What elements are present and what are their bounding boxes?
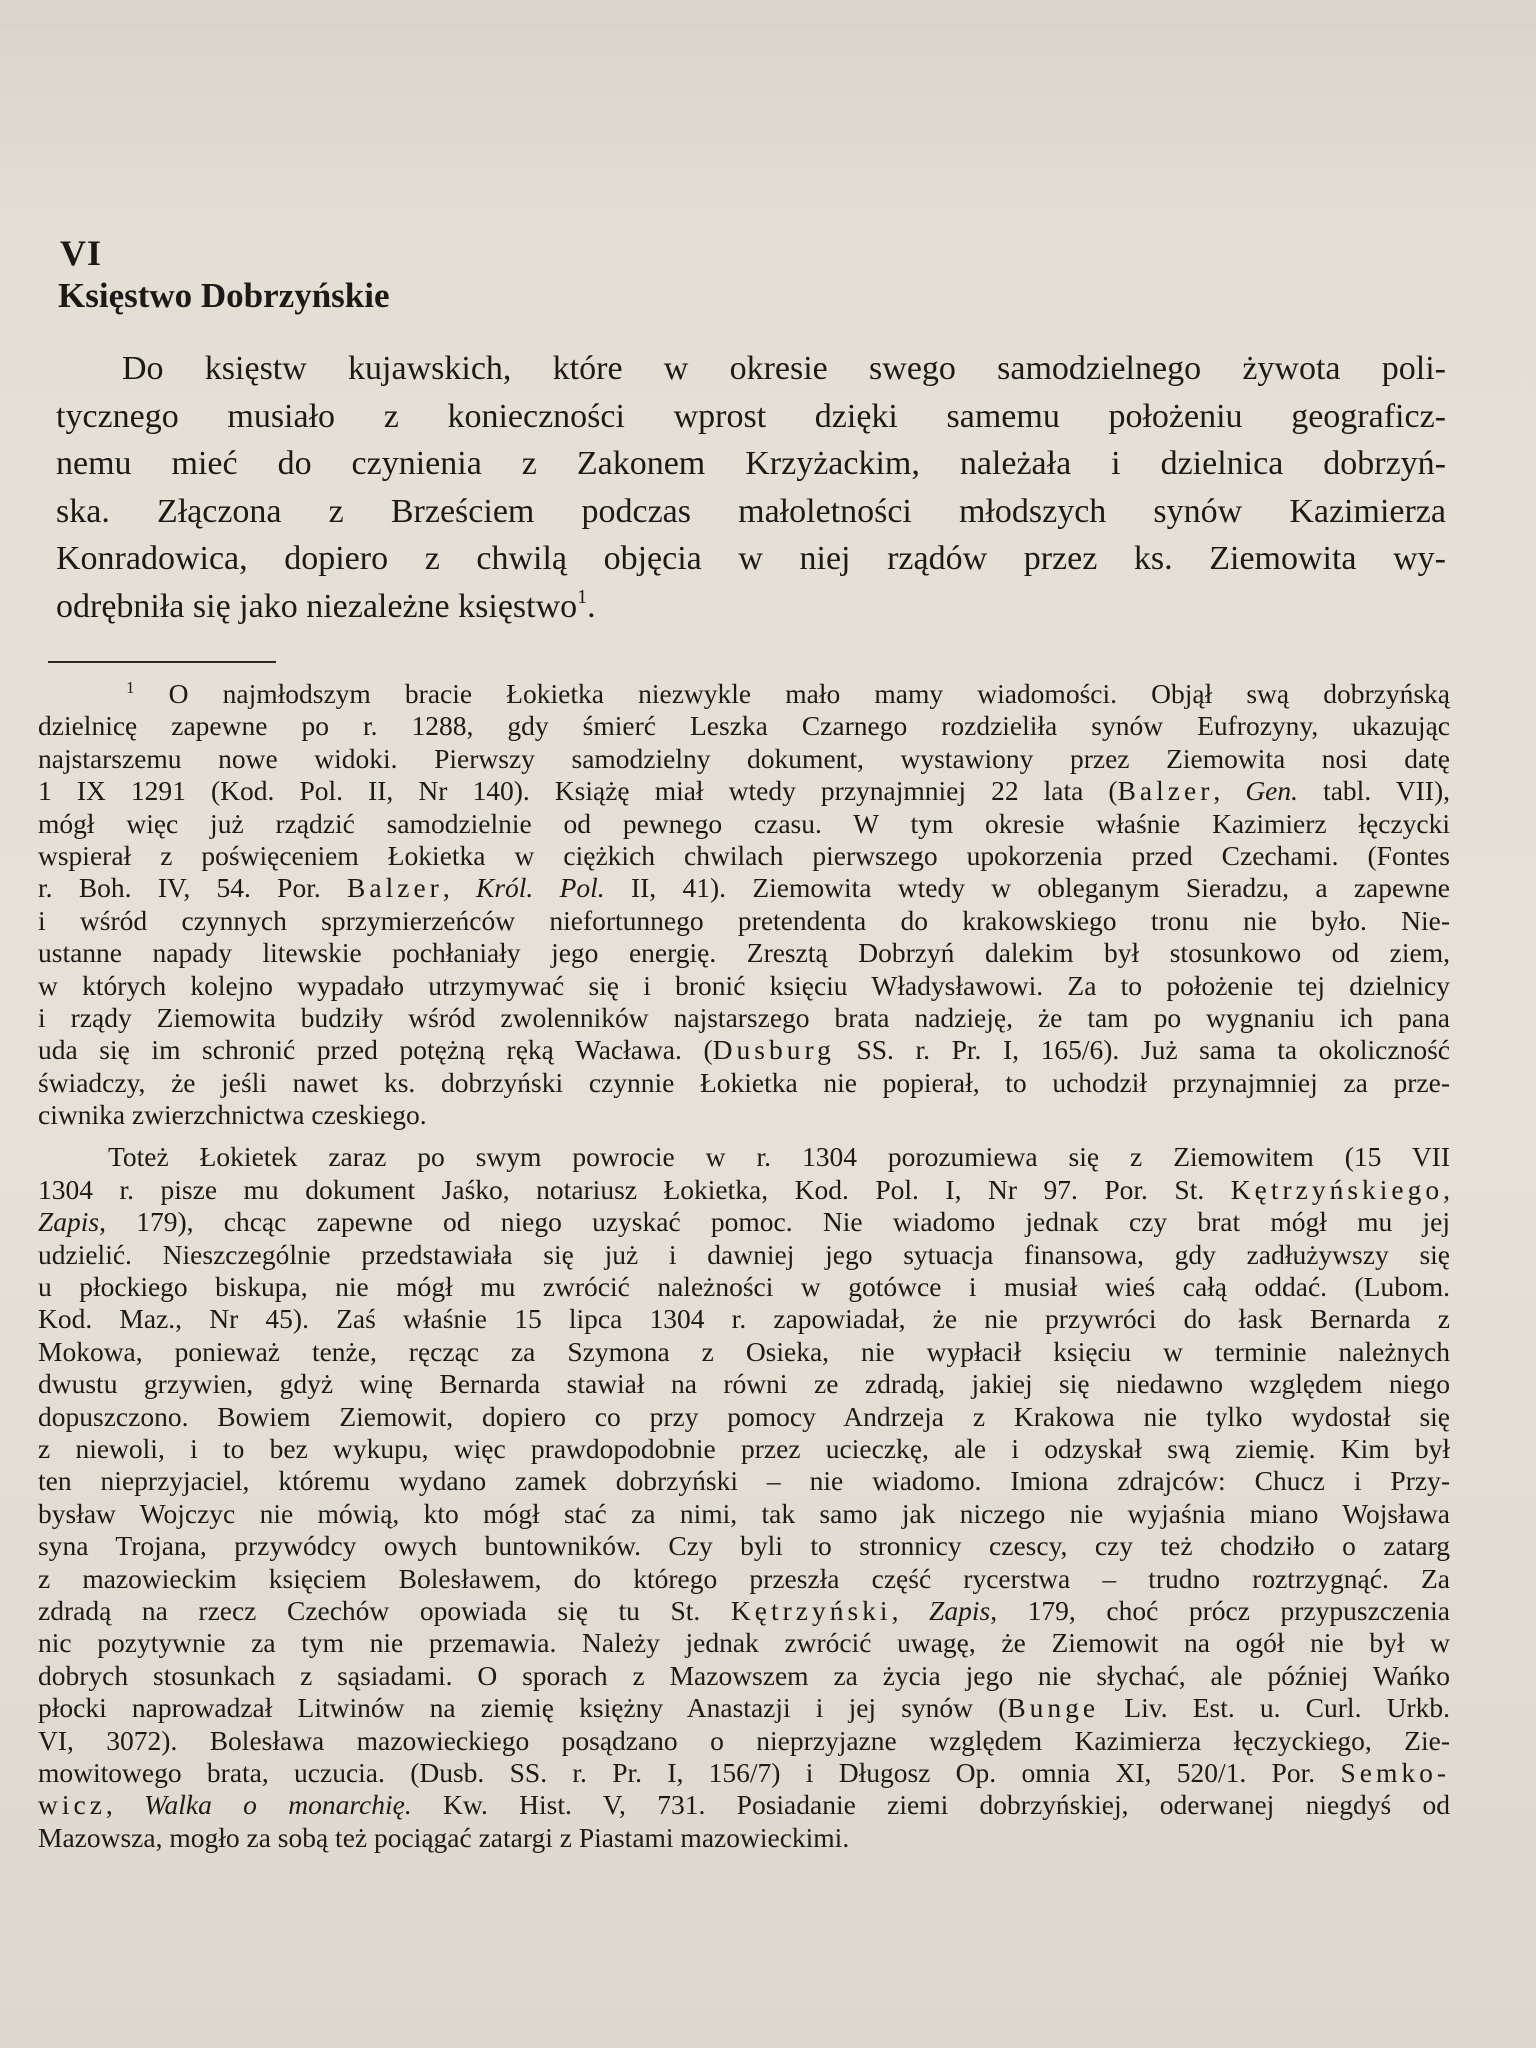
footnote-text: r. Boh. IV, 54. Por. [38, 872, 348, 904]
footnote-text: zdradą na rzecz Czechów opowiada się tu St. [38, 1594, 731, 1626]
footnote-text: tabl. VII), [1298, 775, 1450, 807]
footnote-line: bysław Wojczyc nie mówią, kto mógł stać za nimi, tak samo jak niczego nie wyjaśnia miano Wojsława [38, 1497, 1450, 1529]
footnote-marker: 1 [126, 678, 135, 697]
footnote-text: , 179, choć prócz przypuszczenia [990, 1594, 1451, 1626]
footnote-text: O najmłodszym bracie Łokietka niezwykle mało mamy wiadomości. Objął swą dobrzyńską [168, 678, 1451, 709]
main-line-text: odrębniła się jako niezależne księstwo [56, 587, 578, 625]
footnote-text: płocki naprowadzał Litwinów na ziemię księżny Anastazji i jej synów ( [38, 1692, 1008, 1724]
footnote-line: Toteż Łokietek zaraz po swym powrocie w r. 1304 porozumiewa się z Ziemowitem (15 VII [108, 1141, 1450, 1173]
bleed-through-texture [380, 10, 1480, 310]
footnote-line: i wśród czynnych sprzymierzeńców niefortunnego pretendenta do krakowskiego tronu nie było. Nie- [38, 904, 1450, 936]
author-name: Kętrzyński [730, 1594, 892, 1626]
footnote-line [38, 1757, 1450, 1789]
footnote-line: dwustu grzywien, gdyż winę Bernarda stawiał na równi ze zdradą, jakiej się niedawno względem niego [38, 1368, 1450, 1400]
footnote-line: udzielić. Nieszczególnie przedstawiała się już i dawniej jego sytuacja finansowa, gdy zadłużywszy się [38, 1238, 1450, 1270]
footnote-text: II, 41). Ziemowita wtedy w obleganym Sieradzu, a zapewne [604, 872, 1451, 904]
footnote-line [38, 1034, 1450, 1066]
author-name: Kętrzyńskiego [1230, 1173, 1444, 1205]
footnote-reference: 1 [577, 585, 588, 608]
footnote-text: , [891, 1594, 930, 1626]
work-title: Zapis [929, 1594, 991, 1626]
chapter-number: VI [60, 233, 103, 273]
footnote-line: mógł więc już rządzić samodzielnie od pewnego czasu. W tym okresie właśnie Kazimierz łęczycki [38, 807, 1450, 839]
author-name: Balzer [347, 872, 443, 904]
author-name: Semko- [1340, 1756, 1450, 1788]
work-title: Gen. [1245, 775, 1299, 807]
footnote-line: Kod. Maz., Nr 45). Zaś właśnie 15 lipca 1304 r. zapowiadał, że nie przywróci do łask Bernarda z [38, 1303, 1450, 1335]
footnote-text: Liv. Est. u. Curl. Urkb. [1099, 1692, 1450, 1724]
footnote-line [38, 1595, 1450, 1627]
work-title: Zapis [38, 1206, 100, 1238]
footnote-line: dopuszczono. Bowiem Ziemowit, dopiero co przy pomocy Andrzeja z Krakowa nie tylko wydostał się [38, 1400, 1450, 1432]
main-line: tycznego musiało z konieczności wprost dzięki samemu położeniu geograficz- [56, 397, 1446, 435]
footnote-text: , [1213, 775, 1246, 807]
footnote-text: mowitowego brata, uczucia. (Dusb. SS. r. Pr. I, 156/7) i Długosz Op. omnia XI, 520/1. Por. [38, 1756, 1341, 1788]
footnote-line [38, 775, 1450, 807]
footnote-divider [48, 661, 276, 663]
author-name: Bunge [1007, 1692, 1100, 1724]
footnote [38, 678, 1450, 1854]
footnote-line [38, 872, 1450, 904]
main-line-end: . [587, 587, 596, 625]
work-title: Walka o monarchię. [144, 1789, 412, 1821]
footnote-line [38, 1692, 1450, 1724]
footnote-line: dzielnicę zapewne po r. 1288, gdy śmierć Leszka Czarnego rozdzieliła synów Eufrozyny, ukazując [38, 710, 1450, 742]
footnote-line [38, 1174, 1450, 1206]
author-name: Dusburg [712, 1034, 835, 1066]
paragraph-gap [38, 1131, 1450, 1141]
main-line: Do księstw kujawskich, które w okresie swego samodzielnego żywota poli- [122, 350, 1446, 387]
footnote-line: syna Trojana, przywódcy owych buntowników. Czy byli to stronnicy czescy, czy też chodziło o zatarg [38, 1530, 1450, 1562]
footnote-text: , 179), chcąc zapewne od niego uzyskać pomoc. Nie wiadomo jednak czy brat mógł mu jej [99, 1206, 1450, 1238]
main-line: ska. Złączona z Brześciem podczas małoletności młodszych synów Kazimierza [56, 492, 1446, 530]
footnote-text: SS. r. Pr. I, 165/6). Już sama ta okoliczność [834, 1034, 1450, 1066]
main-line: nemu mieć do czynienia z Zakonem Krzyżackim, należała i dzielnica dobrzyń- [56, 445, 1446, 482]
footnote-line: nic pozytywnie za tym nie przemawia. Należy jednak zwrócić uwagę, że Ziemowit na ogół nie był w [38, 1627, 1450, 1659]
footnote-line: dobrych stosunkach z sąsiadami. O sporach z Mazowszem za życia jego nie słychać, ale później Wańko [38, 1659, 1450, 1691]
footnote-text: 1304 r. pisze mu dokument Jaśko, notariusz Łokietka, Kod. Pol. I, Nr 97. Por. St. [38, 1173, 1231, 1205]
footnote-line: Mazowsza, mogło za sobą też pociągać zatargi z Piastami mazowieckimi. [38, 1821, 850, 1853]
author-name: wicz [38, 1789, 106, 1821]
footnote-text: , [1443, 1173, 1450, 1205]
footnote-text: , [105, 1789, 145, 1821]
main-line: Konradowica, dopiero z chwilą objęcia w niej rządów przez ks. Ziemowita wy- [56, 540, 1446, 577]
main-line [56, 583, 1446, 631]
footnote-line: wspierał z poświęceniem Łokietka w ciężkich chwilach pierwszego upokorzenia przed Czechami. (Fontes [38, 839, 1450, 871]
footnote-line [38, 678, 1450, 710]
author-name: Balzer [1117, 775, 1214, 807]
footnote-line: ten nieprzyjaciel, któremu wydano zamek dobrzyński – nie wiadomo. Imiona zdrajców: Chucz i Przy- [38, 1465, 1450, 1497]
footnote-line: i rządy Ziemowita budziły wśród zwolenników najstarszego brata nadzieję, że tam po wygnaniu ich pana [38, 1001, 1450, 1033]
main-paragraph [56, 345, 1446, 630]
footnote-line: ciwnika zwierzchnictwa czeskiego. [38, 1099, 427, 1131]
footnote-line: VI, 3072). Bolesława mazowieckiego posądzano o nieprzyjazne względem Kazimierza łęczyckiego, Zie- [38, 1724, 1450, 1756]
footnote-line [38, 1789, 1450, 1821]
footnote-text: uda się im schronić przed potężną ręką Wacława. ( [38, 1034, 713, 1066]
footnote-text: , [442, 872, 476, 904]
chapter-title: Księstwo Dobrzyńskie [58, 276, 390, 315]
footnote-line: świadczy, że jeśli nawet ks. dobrzyński czynnie Łokietka nie popierał, to uchodził przynajmniej za prze- [38, 1066, 1450, 1098]
footnote-text: Kw. Hist. V, 731. Posiadanie ziemi dobrzyńskiej, oderwanej niegdyś od [411, 1789, 1450, 1821]
footnote-line [38, 1206, 1450, 1238]
footnote-line: w których kolejno wypadało utrzymywać się i bronić księciu Władysławowi. Za to położenie tej dzielnicy [38, 969, 1450, 1001]
work-title: Król. Pol. [476, 872, 605, 904]
footnote-line: z niewoli, i to bez wykupu, więc prawdopodobnie przez ucieczkę, ale i odzyskał swą ziemię. Kim był [38, 1432, 1450, 1464]
footnote-line: u płockiego biskupa, nie mógł mu zwrócić należności w gotówce i musiał wieś całą oddać. (Lubom. [38, 1271, 1450, 1303]
footnote-line: z mazowieckim księciem Bolesławem, do którego przeszła część rycerstwa – trudno roztrzygnąć. Za [38, 1562, 1450, 1594]
footnote-line: najstarszemu nowe widoki. Pierwszy samodzielny dokument, wystawiony przez Ziemowita nosi datę [38, 742, 1450, 774]
footnote-line: Mokowa, ponieważ tenże, ręcząc za Szymona z Osieka, nie wypłacił księciu w terminie należnych [38, 1335, 1450, 1367]
footnote-text: 1 IX 1291 (Kod. Pol. II, Nr 140). Książę miał wtedy przynajmniej 22 lata ( [38, 775, 1118, 807]
footnote-line: ustanne napady litewskie pochłaniały jego energię. Zresztą Dobrzyń dalekim był stosunkowo od ziem, [38, 937, 1450, 969]
